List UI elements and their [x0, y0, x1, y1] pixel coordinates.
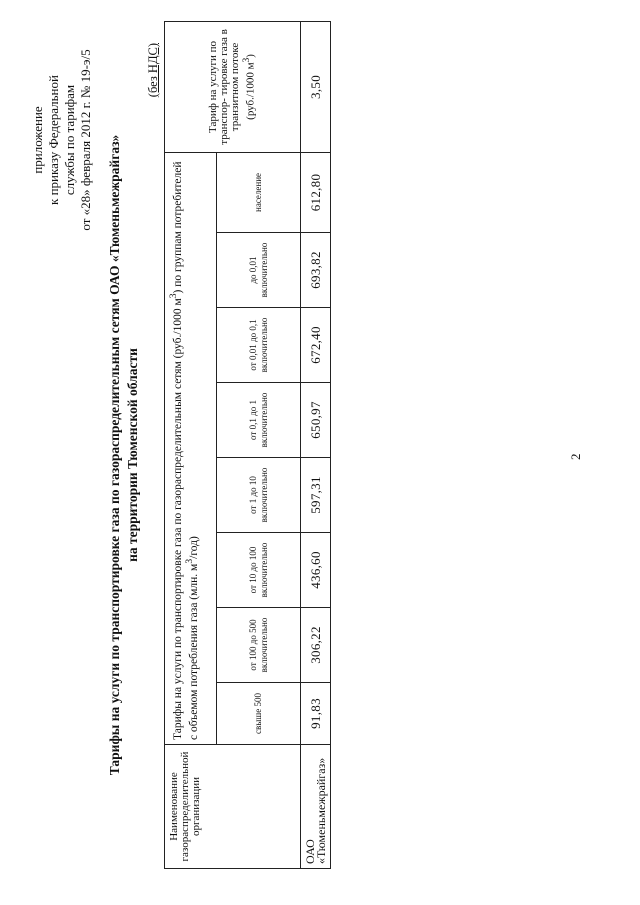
transit-header-part-a: Тариф на услуги по транспор- тировке газа в транзитном потоке (руб./1000 м [207, 29, 257, 145]
column-header: от 10 до 100 включительно [217, 533, 301, 608]
org-name-header: Наименование газораспределительной организации [165, 745, 301, 869]
page-number: 2 [568, 453, 583, 460]
group-header-part-c: /год) [187, 536, 200, 559]
appendix-line-3: службы по тарифам [62, 84, 77, 196]
title-line-1: Тарифы на услуги по транспортировке газа по газораспределительным сетям ОАО «Тюменьмежрайгаз» [107, 134, 122, 776]
appendix-line-4: от «28» февраля 2012 г. № 19-э/5 [78, 49, 93, 231]
column-header: до 0,01 включительно [217, 233, 301, 308]
cubic-sup: 3 [168, 293, 179, 299]
group-header-part-a: Тарифы на услуги по транспортировке газа по газораспределительным сетям (руб./1000 м [171, 298, 184, 740]
tariff-value: 306,22 [301, 608, 331, 683]
transit-header-part-b: ) [244, 54, 257, 58]
column-header: население [217, 152, 301, 232]
tariff-value: 436,60 [301, 533, 331, 608]
consumer-groups-header [165, 152, 217, 744]
tariff-value: 693,82 [301, 233, 331, 308]
transit-tariff-header [165, 21, 301, 152]
transit-tariff-value: 3,50 [301, 21, 331, 152]
tariff-value: 597,31 [301, 458, 331, 533]
tariff-value: 650,97 [301, 383, 331, 458]
org-name-cell: ОАО «Тюменьмежрайгаз» [301, 745, 331, 869]
table-row [301, 21, 331, 868]
tariff-table [164, 21, 331, 869]
cubic-sup: 3 [183, 558, 195, 564]
column-header: от 100 до 500 включительно [217, 608, 301, 683]
group-header-part-b: ) по группам потребителей с объемом потребления газа (млн. м [171, 161, 200, 740]
column-header: свыше 500 [217, 683, 301, 745]
cubic-sup: 3 [241, 57, 252, 63]
appendix-line-2: к приказу Федеральной [46, 75, 61, 205]
column-header: от 1 до 10 включительно [217, 458, 301, 533]
title-line-2: на территории Тюменской области [125, 348, 140, 562]
tariff-value: 672,40 [301, 308, 331, 383]
appendix-line-1: приложение [30, 106, 45, 174]
column-header: от 0,1 до 1 включительно [217, 383, 301, 458]
tariff-value: 91,83 [301, 683, 331, 745]
column-header: от 0,01 до 0,1 включительно [217, 308, 301, 383]
appendix-note [30, 25, 94, 255]
tariff-value: 612,80 [301, 152, 331, 232]
vat-note: (без НДС) [146, 43, 160, 98]
document-title [106, 45, 142, 865]
